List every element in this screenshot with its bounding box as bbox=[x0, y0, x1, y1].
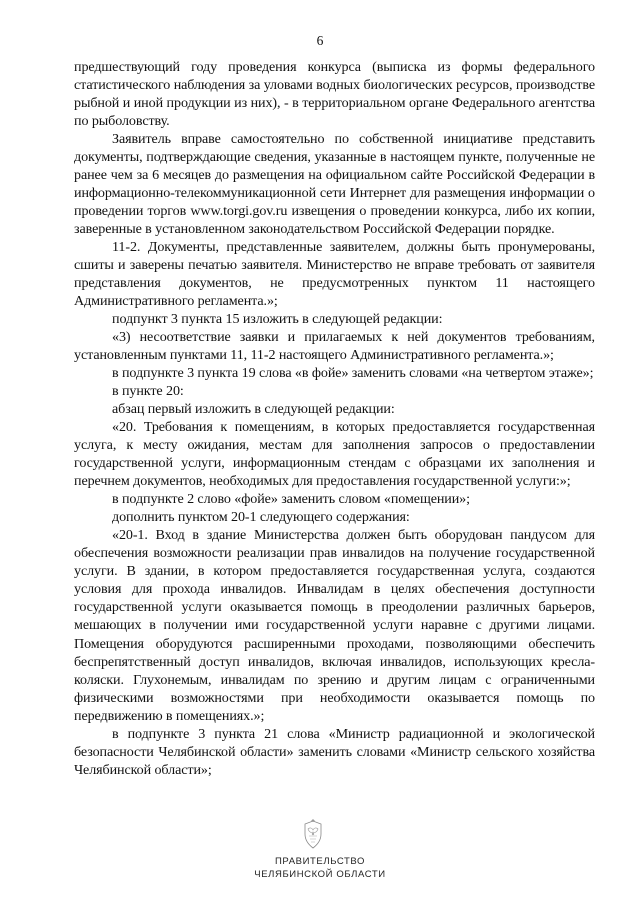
document-body bbox=[74, 58, 595, 779]
paragraph: «20. Требования к помещениям, в которых предоставляется государственная услуга, к месту ожидания, местам для заполнения запросов о предоставлении государственной услуги, информационным стендам с образцами их заполнения и перечнем документов, необходимых для предоставления государственной услуги:»; bbox=[74, 419, 595, 490]
coat-of-arms-icon bbox=[300, 818, 326, 852]
paragraph: в подпункте 3 пункта 21 слова «Министр радиационной и экологической безопасности Челябинской области» заменить словами «Министр сельского хозяйства Челябинской области»; bbox=[74, 725, 595, 778]
footer-stamp bbox=[0, 818, 640, 888]
page-number: 6 bbox=[316, 33, 324, 48]
paragraph: 11-2. Документы, представленные заявителем, должны быть пронумерованы, сшиты и заверены печатью заявителя. Министерство не вправе требовать от заявителя представления документов, не предусмотренных пунктом 11 настоящего Административного регламента.»; bbox=[74, 239, 595, 310]
paragraph: Заявитель вправе самостоятельно по собственной инициативе представить документы, подтверждающие сведения, указанные в настоящем пункте, полученные не ранее чем за 6 месяцев до размещения на официальном сайте Российской Федерации в информационно-телекоммуникационной сети Интернет для размещения информации о проведении торгов www.torgi.gov.ru извещения о проведении конкурса, либо их копии, заверенные в установленном законодательством Российской Федерации порядке. bbox=[74, 131, 595, 238]
paragraph: в подпункте 3 пункта 19 слова «в фойе» заменить словами «на четвертом этаже»; bbox=[112, 365, 594, 382]
paragraph: предшествующий году проведения конкурса (выписка из формы федерального статистического наблюдения за уловами водных биологических ресурсов, производстве рыбной и иной продукции из них), - в территориальном органе Федерального агентства по рыболовству. bbox=[74, 59, 595, 130]
paragraph: «20-1. Вход в здание Министерства должен быть оборудован пандусом для обеспечения возможности реализации прав инвалидов на получение государственной услуги. В здании, в котором предоставляется государственная услуга, создаются условия для прохода инвалидов. Инвалидам в целях обеспечения доступности государственной услуги оказывается помощь в преодолении различных барьеров, мешающих в получении ими государственной услуги наравне с другими лицами. Помещения оборудуются расширенными проходами, позволяющими обеспечить беспрепятственный доступ инвалидов, включая инвалидов, использующих кресла-коляски. Глухонемым, инвалидам по зрению и другим лицам с ограниченными физическими возможностями при необходимости оказывается помощь по передвижению в помещениях.»; bbox=[74, 527, 595, 724]
paragraph: в пункте 20: bbox=[112, 383, 184, 400]
footer-organization-line2: ЧЕЛЯБИНСКОЙ ОБЛАСТИ bbox=[254, 869, 386, 880]
footer-organization-line1: ПРАВИТЕЛЬСТВО bbox=[275, 856, 365, 867]
paragraph: «3) несоответствие заявки и прилагаемых к ней документов требованиям, установленным пунктами 11, 11-2 настоящего Административного регламента.»; bbox=[74, 329, 595, 364]
paragraph: в подпункте 2 слово «фойе» заменить словом «помещении»; bbox=[112, 491, 470, 508]
paragraph: подпункт 3 пункта 15 изложить в следующей редакции: bbox=[112, 311, 443, 328]
paragraph: абзац первый изложить в следующей редакции: bbox=[112, 401, 395, 418]
paragraph: дополнить пунктом 20-1 следующего содержания: bbox=[112, 509, 410, 526]
